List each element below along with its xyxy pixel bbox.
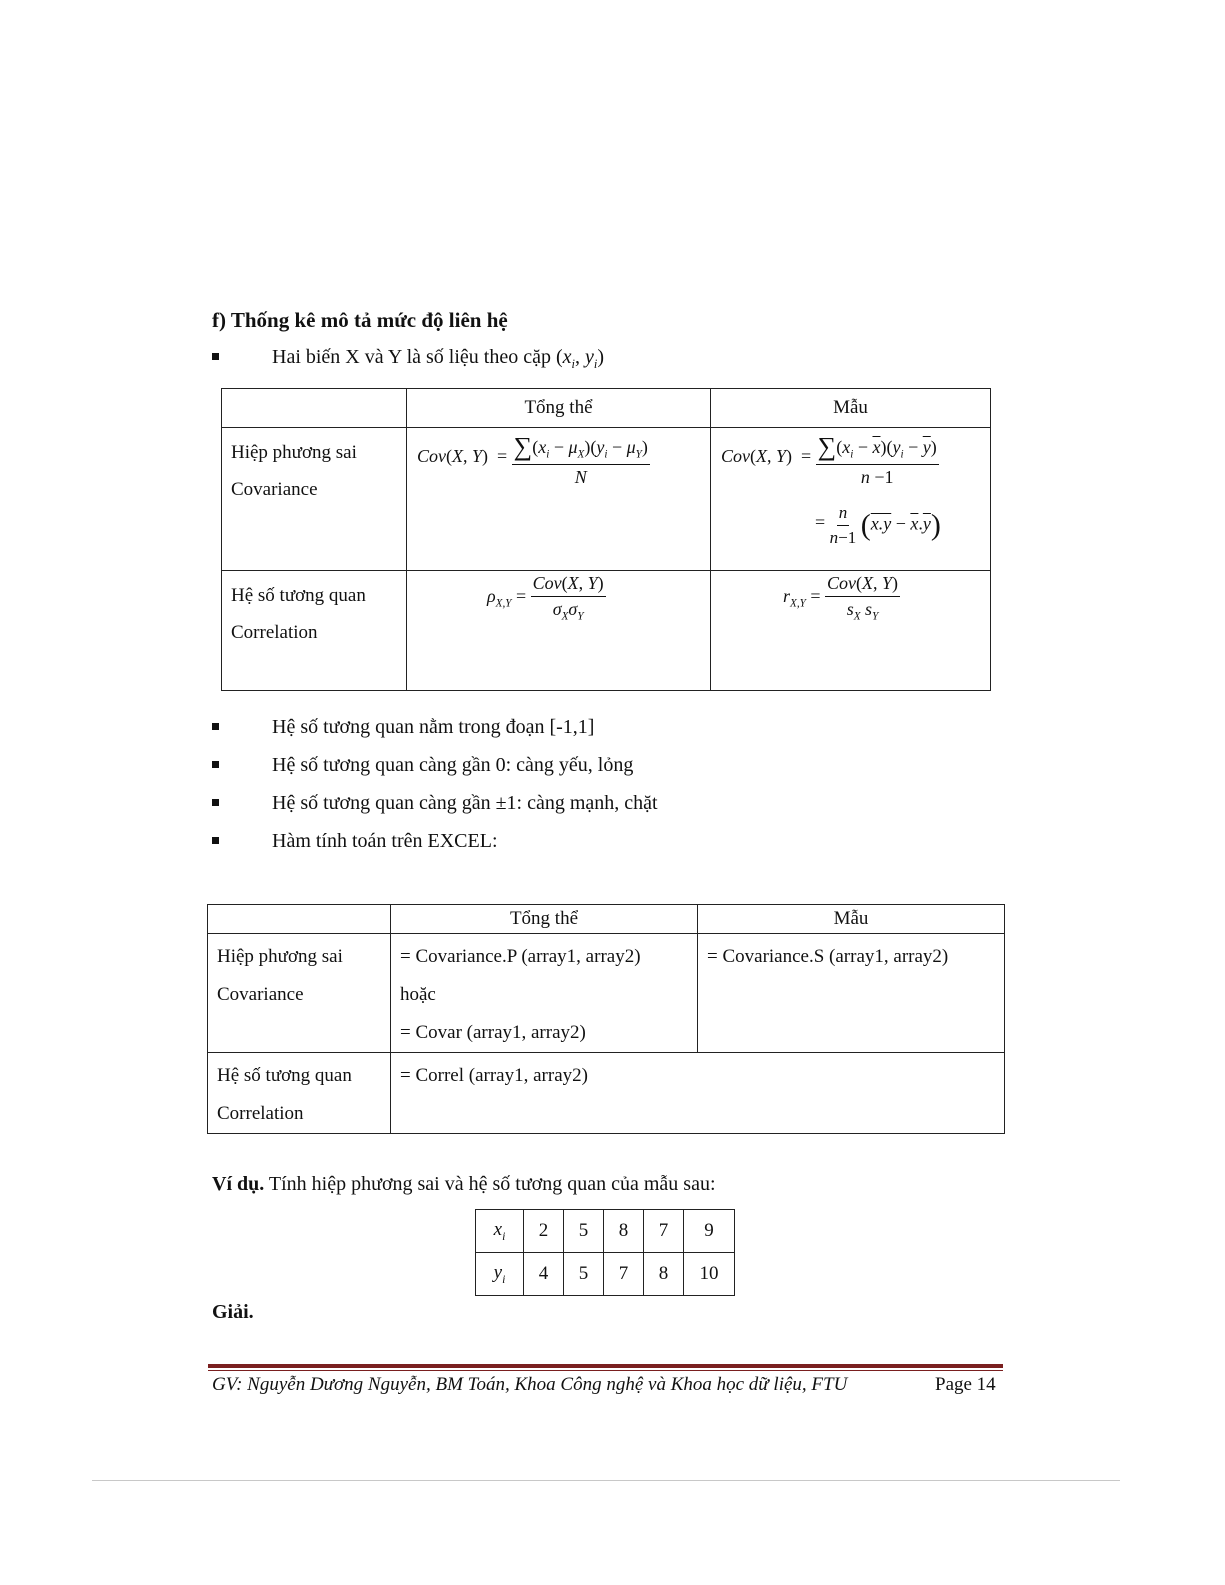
row-label-correlation (222, 571, 407, 691)
corr-population-formula: $\rho_{X,Y}$ = $\frac{\text{Cov(X, Y)}}{\sigma_X\sigma_Y}$ (407, 571, 711, 691)
solution-label: Giải. (212, 1301, 254, 1323)
bullet-marker (212, 761, 219, 768)
excel-function: = Covar (array1, array2) (400, 1022, 586, 1043)
footer-rule-thin (208, 1370, 1003, 1371)
x-value: 2 (524, 1210, 564, 1253)
corr-excel: = Correl (array1, array2) (391, 1053, 1005, 1134)
page-number: Page 14 (935, 1374, 996, 1395)
excel-function: = Covariance.P (array1, array2) (400, 946, 641, 967)
header-empty (208, 905, 391, 934)
row-label-covariance (222, 428, 407, 571)
excel-table (207, 904, 1005, 1134)
bullet-marker (212, 799, 219, 806)
section-title: f) Thống kê mô tả mức độ liên hệ (212, 308, 508, 332)
y-value: 10 (684, 1253, 735, 1296)
bullet-marker (212, 837, 219, 844)
header-population: Tổng thể (391, 905, 698, 934)
row-label-covariance (208, 934, 391, 1053)
y-value: 4 (524, 1253, 564, 1296)
cov-population-formula: Cov(X, Y) = $\frac{\sum(x_i - \mu_X)(y_i - \mu_Y)}{N}$ (407, 428, 711, 571)
example-text: Tính hiệp phương sai và hệ số tương quan của mẫu sau: (268, 1173, 716, 1195)
header-empty (222, 389, 407, 428)
y-value: 7 (604, 1253, 644, 1296)
header-sample: Mẫu (698, 905, 1005, 934)
y-label: $y_i$ (476, 1253, 524, 1296)
formula-table (221, 388, 991, 691)
label-en: Correlation (231, 622, 318, 643)
label-vn: Hiệp phương sai (217, 946, 343, 967)
label-en: Correlation (217, 1103, 304, 1124)
bullet-item (212, 830, 498, 853)
x-value: 9 (684, 1210, 735, 1253)
y-value: 8 (644, 1253, 684, 1296)
y-row (476, 1253, 735, 1296)
footer-author: GV: Nguyễn Dương Nguyễn, BM Toán, Khoa Công nghệ và Khoa học dữ liệu, FTU (212, 1374, 848, 1395)
example-paragraph (212, 1173, 716, 1196)
bullet-text: Hệ số tương quan càng gần ±1: càng mạnh, chặt (272, 792, 658, 814)
bullet-text: Hệ số tương quan nằm trong đoạn [-1,1] (272, 716, 595, 738)
x-row (476, 1210, 735, 1253)
x-value: 8 (604, 1210, 644, 1253)
bullet-item (212, 792, 658, 815)
x-label: $x_i$ (476, 1210, 524, 1253)
bullet-text: Hàm tính toán trên EXCEL: (272, 830, 498, 852)
label-vn: Hiệp phương sai (231, 442, 357, 463)
label-en: Covariance (231, 479, 318, 500)
or-text: hoặc (400, 984, 436, 1005)
example-label: Ví dụ. (212, 1173, 265, 1195)
x-value: 7 (644, 1210, 684, 1253)
bullet-item (212, 716, 594, 739)
bullet-marker (212, 723, 219, 730)
x-value: 5 (564, 1210, 604, 1253)
label-vn: Hệ số tương quan (217, 1065, 352, 1086)
bullet-marker (212, 353, 219, 360)
y-value: 5 (564, 1253, 604, 1296)
label-vn: Hệ số tương quan (231, 585, 366, 606)
intro-text: Hai biến X và Y là số liệu theo cặp (272, 346, 551, 368)
bullet-text: Hệ số tương quan càng gần 0: càng yếu, lỏng (272, 754, 634, 776)
header-sample: Mẫu (711, 389, 991, 428)
corr-sample-formula: $r_{X,Y}$ = $\frac{\text{Cov(X, Y)}}{s_X s_Y}$ (711, 571, 991, 691)
label-en: Covariance (217, 984, 304, 1005)
cov-sample-excel: = Covariance.S (array1, array2) (698, 934, 1005, 1053)
row-label-correlation (208, 1053, 391, 1134)
pair-notation: ($x_i$, $y_i$) (555, 346, 605, 371)
page-bottom-divider (92, 1480, 1120, 1481)
sample-data-table (475, 1209, 735, 1296)
footer-rule-thick (208, 1364, 1003, 1368)
cov-sample-formula: Cov(X, Y) = $\frac{\sum(x_i - \overline{x})(y_i - \overline{y})}{n -1}$ = $\frac{n}{n-1}$ $(x.y - \overline{x}.\overline{y})$ (711, 428, 991, 571)
header-population: Tổng thể (407, 389, 711, 428)
intro-bullet (212, 346, 604, 372)
bullet-item (212, 754, 633, 777)
cov-population-excel (391, 934, 698, 1053)
